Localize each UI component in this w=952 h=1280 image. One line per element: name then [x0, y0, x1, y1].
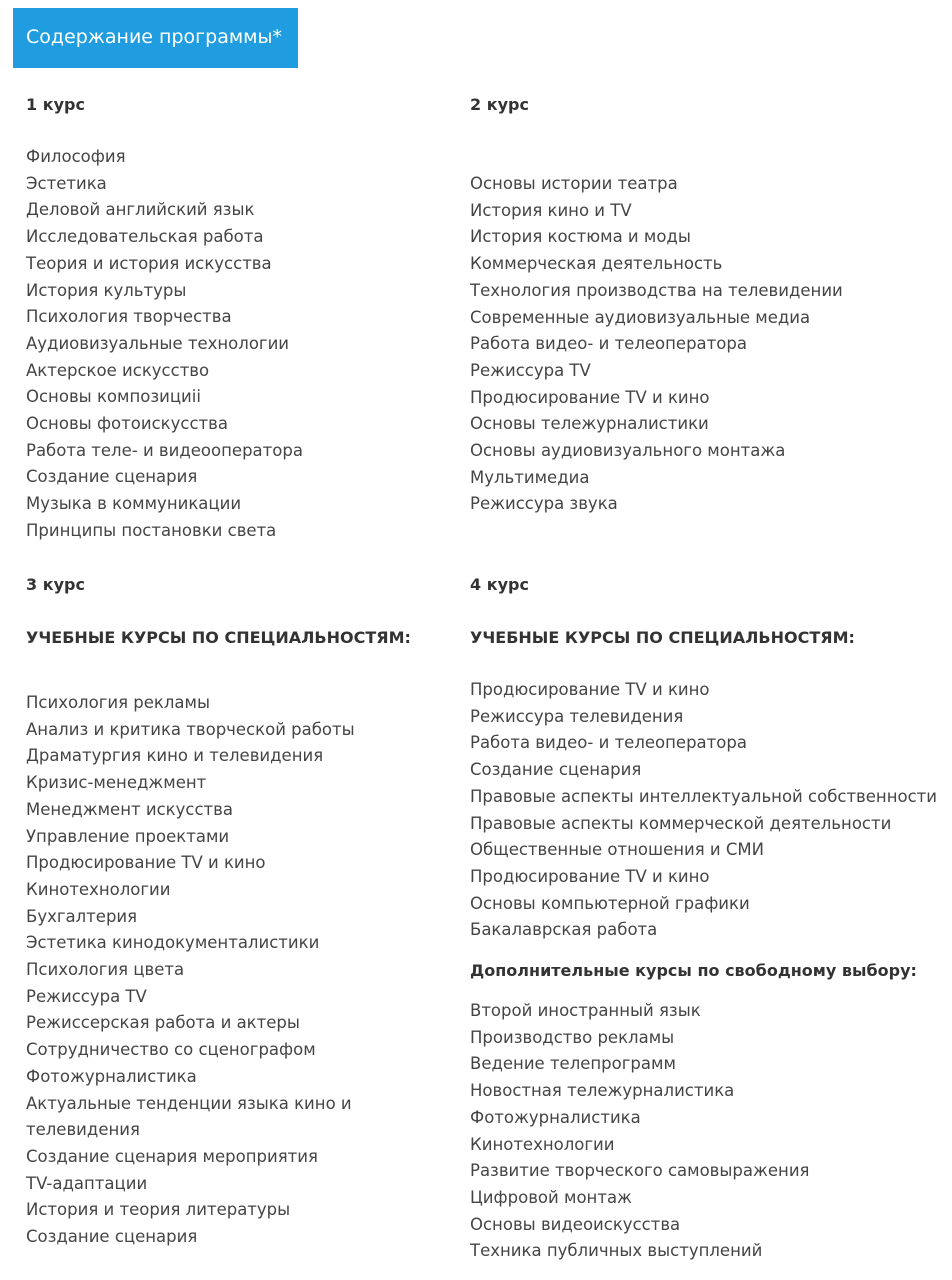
- list-item: Технология производства на телевидении: [470, 280, 843, 300]
- list-item: Современные аудиовизуальные медиа: [470, 307, 811, 327]
- list-item: Основы видеоискусства: [470, 1214, 681, 1234]
- list-item: Общественные отношения и СМИ: [470, 840, 765, 860]
- list-item: Актуальные тенденции языка кино и телевидения: [26, 1093, 352, 1140]
- list-item: Режиссура телевидения: [470, 706, 684, 726]
- list-item: Работа видео- и телеоператора: [470, 733, 747, 753]
- electives-list: [470, 998, 809, 1265]
- list-item: Создание сценария: [26, 467, 198, 487]
- course-4-heading: 4 курс: [470, 575, 529, 594]
- list-item: Основы композициіі: [26, 387, 201, 407]
- list-item: Правовые аспекты коммерческой деятельности: [470, 813, 892, 833]
- list-item: Продюсирование TV и кино: [470, 387, 710, 407]
- list-item: Коммерческая деятельность: [470, 254, 723, 274]
- list-item: Психология творчества: [26, 307, 232, 327]
- list-item: Продюсирование TV и кино: [470, 866, 710, 886]
- list-item: Мультимедиа: [470, 467, 590, 487]
- list-item: TV-адаптации: [26, 1173, 148, 1193]
- list-item: История и теория литературы: [26, 1200, 291, 1220]
- list-item: Правовые аспекты интеллектуальной собственности: [470, 786, 938, 806]
- course-2-heading: 2 курс: [470, 95, 529, 114]
- list-item: Режиссерская работа и актеры: [26, 1013, 300, 1033]
- list-item: Управление проектами: [26, 826, 230, 846]
- course-4-list: [470, 677, 937, 944]
- list-item: Ведение телепрограмм: [470, 1054, 676, 1074]
- list-item: Аудиовизуальные технологии: [26, 333, 290, 353]
- list-item: Режиссура TV: [470, 360, 591, 380]
- list-item: Техника публичных выступлений: [470, 1241, 763, 1261]
- list-item: Исследовательская работа: [26, 227, 264, 247]
- list-item: Производство рекламы: [470, 1027, 675, 1047]
- list-item: Основы аудиовизуального монтажа: [470, 441, 786, 461]
- list-item: Деловой английский язык: [26, 200, 255, 220]
- course-1-heading: 1 курс: [26, 95, 85, 114]
- list-item: Кинотехнологии: [470, 1134, 615, 1154]
- list-item: Анализ и критика творческой работы: [26, 719, 355, 739]
- list-item: Философия: [26, 147, 126, 166]
- list-item: Эстетика: [26, 173, 107, 193]
- list-item: Основы фотоискусства: [26, 414, 228, 434]
- list-item: История кино и TV: [470, 200, 632, 220]
- list-item: Фотожурналистика: [26, 1066, 197, 1086]
- list-item: Эстетика кинодокументалистики: [26, 933, 320, 953]
- list-item: Работа теле- и видеооператора: [26, 440, 303, 460]
- list-item: Бухгалтерия: [26, 906, 138, 926]
- list-item: Новостная тележурналистика: [470, 1081, 735, 1101]
- list-item: Создание сценария мероприятия: [26, 1146, 318, 1166]
- list-item: Актерское искусство: [26, 360, 210, 380]
- course-1-list: [26, 144, 303, 545]
- course-3-subheading: УЧЕБНЫЕ КУРСЫ ПО СПЕЦИАЛЬНОСТЯМ:: [26, 628, 411, 647]
- page-title: Содержание программы*: [13, 8, 298, 68]
- list-item: Второй иностранный язык: [470, 1001, 701, 1020]
- list-item: Работа видео- и телеоператора: [470, 334, 747, 354]
- list-item: Теория и история искусства: [26, 253, 272, 273]
- list-item: История костюма и моды: [470, 227, 691, 247]
- list-item: Принципы постановки света: [26, 520, 277, 540]
- list-item: Основы тележурналистики: [470, 414, 709, 434]
- list-item: Основы компьютерной графики: [470, 893, 750, 913]
- course-2-list: [470, 171, 843, 518]
- list-item: Бакалаврская работа: [470, 920, 658, 940]
- list-item: Продюсирование TV и кино: [470, 680, 710, 699]
- list-item: Основы истории театра: [470, 174, 678, 193]
- list-item: Создание сценария: [26, 1227, 198, 1247]
- list-item: Режиссура TV: [26, 986, 147, 1006]
- course-3-heading: 3 курс: [26, 575, 85, 594]
- course-3-list: [26, 690, 356, 1251]
- list-item: Продюсирование TV и кино: [26, 853, 266, 873]
- list-item: Фотожурналистика: [470, 1107, 641, 1127]
- list-item: Цифровой монтаж: [470, 1187, 632, 1207]
- list-item: Режиссура звука: [470, 494, 618, 514]
- list-item: Кризис-менеджмент: [26, 773, 207, 793]
- list-item: Психология цвета: [26, 960, 185, 980]
- electives-heading: Дополнительные курсы по свободному выбору:: [470, 961, 917, 980]
- list-item: Музыка в коммуникации: [26, 494, 242, 514]
- list-item: Развитие творческого самовыражения: [470, 1161, 810, 1181]
- course-4-subheading: УЧЕБНЫЕ КУРСЫ ПО СПЕЦИАЛЬНОСТЯМ:: [470, 628, 855, 647]
- list-item: Психология рекламы: [26, 693, 210, 712]
- list-item: Драматургия кино и телевидения: [26, 746, 324, 766]
- list-item: Менеджмент искусства: [26, 799, 233, 819]
- list-item: История культуры: [26, 280, 187, 300]
- list-item: Сотрудничество со сценографом: [26, 1040, 316, 1060]
- list-item: Создание сценария: [470, 760, 642, 780]
- list-item: Кинотехнологии: [26, 879, 171, 899]
